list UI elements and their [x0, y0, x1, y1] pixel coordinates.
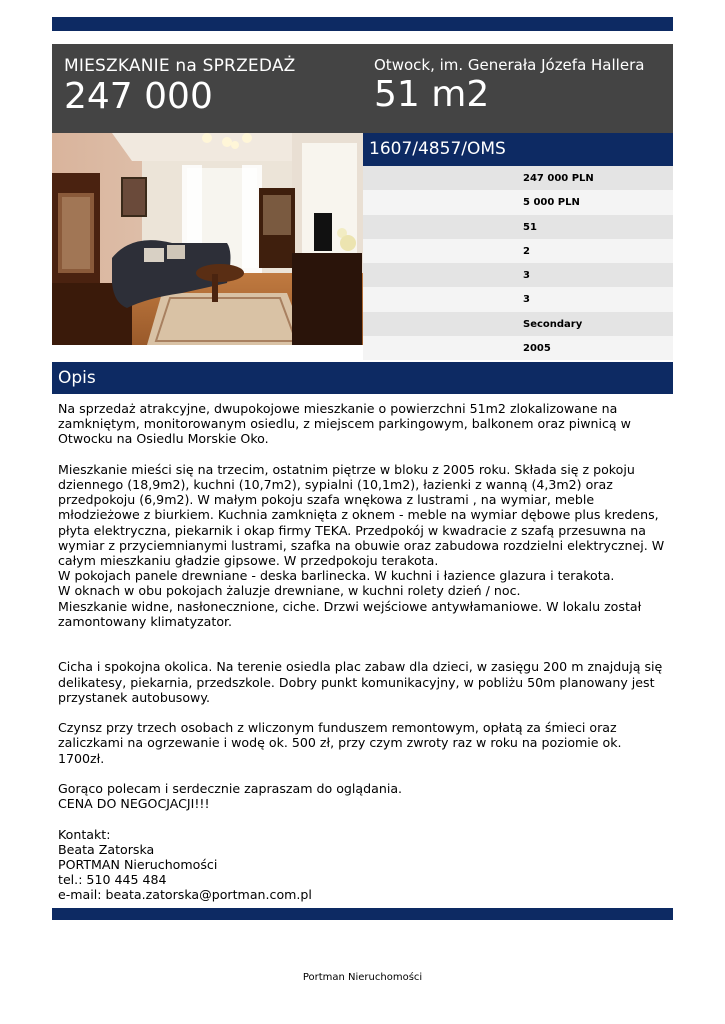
- description-paragraph: Mieszkanie mieści się na trzecim, ostatnim piętrze w bloku z 2005 roku. Składa się z pokoju dziennego (18,9m2), kuchni (10,7m2), sypialni (10,1m2), łazienki z wanną (4,3m2) oraz przedpokoju (6,9m2). W małym pokoju szafa wnękowa z lustrami , na wymiar, meble młodzieżowe z biurkiem. Kuchnia zamknięta z oknem - meble na wymiar dębowe plus kredens, płyta elektryczna, piekarnik i okap firmy TEKA. Przedpokój w kwadracie z szafą przesuwna na wymiar z przyciemnianymi lustrami, szafka na obuwie oraz zabudowa rozdzielni elektrycznej. W całym mieszkaniu gładzie gipsowe. W przedpokoju terakota.: [58, 461, 665, 569]
- detail-row-year: 2005: [363, 336, 673, 360]
- description-header: [52, 362, 673, 394]
- detail-row-area: 51: [363, 215, 673, 239]
- contact-name: Beata Zatorska: [58, 841, 155, 857]
- description-paragraph: CENA DO NEGOCJACJI!!!: [58, 796, 210, 812]
- description-body: [58, 401, 670, 903]
- description-paragraph: Czynsz przy trzech osobach z wliczonym funduszem remontowym, opłatą za śmieci oraz zaliczkami na ogrzewanie i wodę ok. 500 zł, przy czym zwroty raz w roku na poziomie ok. 1700zł.: [58, 720, 622, 766]
- listing-header: [52, 44, 673, 133]
- description-paragraph: Cicha i spokojna okolica. Na terenie osiedla plac zabaw dla dzieci, w zasięgu 200 m znajdują się delikatesy, piekarnia, przedszkole. Dobry punkt komunikacyjny, w pobliżu 50m planowany jest przystanek autobusowy.: [58, 659, 663, 705]
- details-table: [363, 166, 673, 360]
- description-paragraph: Na sprzedaż atrakcyjne, dwupokojowe mieszkanie o powierzchni 51m2 zlokalizowane na zamkniętym, monitorowanym osiedlu, z miejscem parkingowym, balkonem oraz piwnicą w Otwocku na Osiedlu Morskie Oko.: [58, 401, 631, 447]
- detail-row-fee: 5 000 PLN: [363, 190, 673, 214]
- detail-row-market: Secondary: [363, 312, 673, 336]
- listing-price: 247 000: [64, 76, 213, 117]
- description-paragraph: W oknach w obu pokojach żaluzje drewniane, w kuchni rolety dzień / noc.: [58, 583, 521, 599]
- detail-row-floor: 3: [363, 263, 673, 287]
- detail-row-price: 247 000 PLN: [363, 166, 673, 190]
- apartment-photo: [52, 133, 363, 345]
- reference-number: 1607/4857/OMS: [369, 139, 506, 159]
- contact-phone: tel.: 510 445 484: [58, 872, 167, 888]
- listing-address: Otwock, im. Generała Józefa Hallera: [374, 56, 645, 74]
- contact-label: Kontakt:: [58, 826, 111, 842]
- detail-row-floors-total: 3: [363, 287, 673, 311]
- bottom-bar: [52, 908, 673, 920]
- contact-company: PORTMAN Nieruchomości: [58, 857, 218, 873]
- top-bar: [52, 17, 673, 31]
- detail-row-rooms: 2: [363, 239, 673, 263]
- description-paragraph: Mieszkanie widne, nasłonecznione, ciche. Drzwi wejściowe antywłamaniowe. W lokalu został zamontowany klimatyzator.: [58, 598, 642, 629]
- description-paragraph: Gorąco polecam i serdecznie zapraszam do oglądania.: [58, 781, 403, 797]
- description-title: Opis: [58, 368, 96, 388]
- description-paragraph: W pokojach panele drewniane - deska barlinecka. W kuchni i łazience glazura i terakota.: [58, 568, 615, 584]
- reference-number-header: [363, 133, 673, 166]
- listing-type: MIESZKANIE na SPRZEDAŻ: [64, 56, 296, 76]
- listing-area: 51 m2: [374, 74, 490, 115]
- contact-email: e-mail: beata.zatorska@portman.com.pl: [58, 887, 312, 903]
- footer-company: Portman Nieruchomości: [302, 972, 423, 983]
